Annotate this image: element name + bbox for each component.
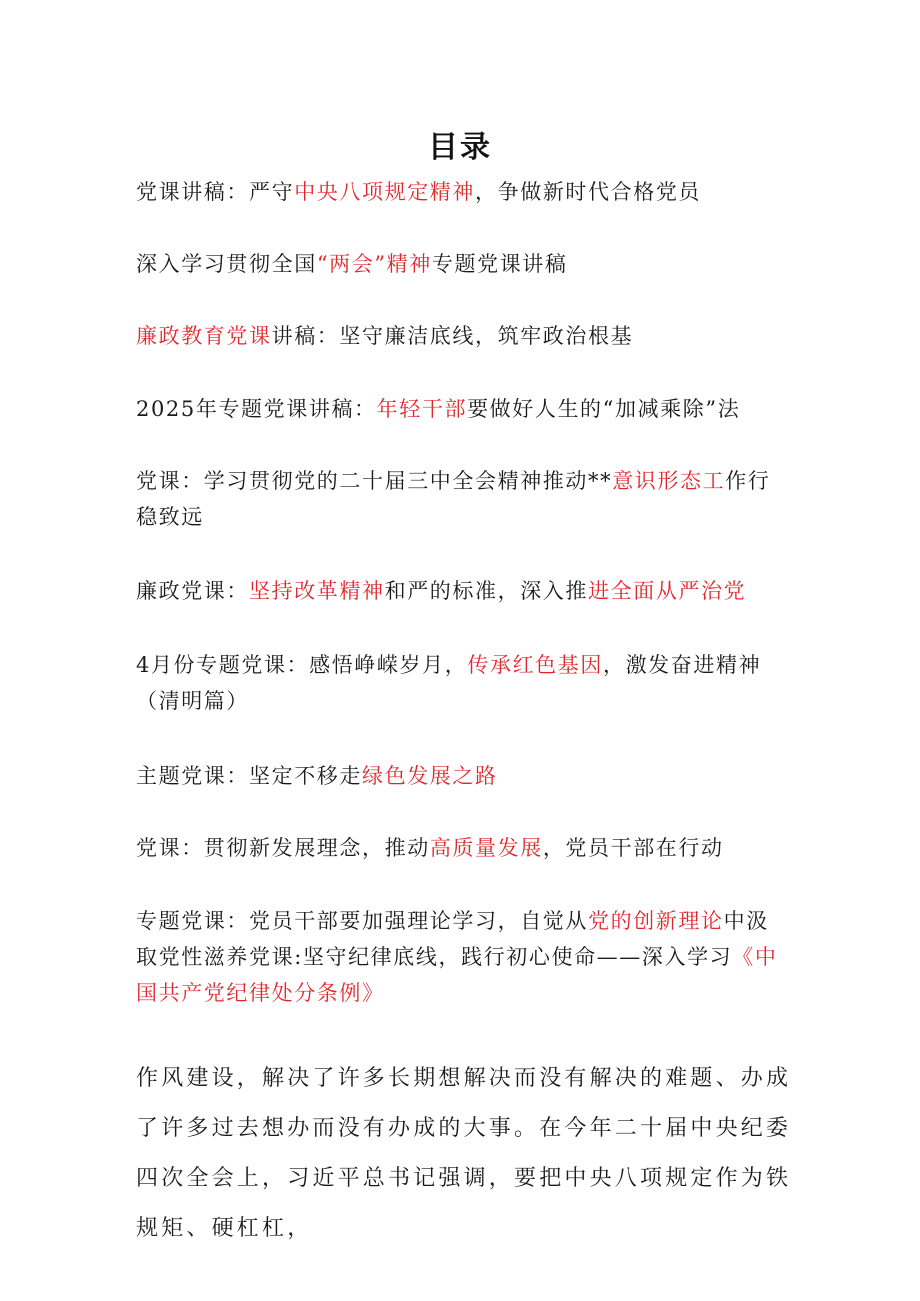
toc-highlight-text: 传承红色基因 [467,653,603,677]
toc-text: ，激发奋进精神（清明篇） [136,653,762,713]
toc-text: 党课：贯彻新发展理念，推动 [136,836,430,860]
toc-highlight-text: 高质量发展 [429,836,543,860]
toc-text: 4月份专题党课：感悟峥嵘岁月， [136,653,468,677]
toc-entry[interactable] [136,830,788,866]
toc-text: 党课：学习贯彻党的二十届三中全会精神推动** [136,469,613,493]
toc-highlight-text: “两会”精神 [316,252,432,276]
toc-text: 讲稿：坚守廉洁底线，筑牢政治根基 [271,324,634,348]
toc-highlight-text: 意识形态工 [612,469,726,493]
toc-entry[interactable] [136,174,788,210]
toc-text: 作行稳致远 [136,469,771,529]
toc-text: 党课讲稿：严守 [136,180,295,204]
toc-text: ，党员干部在行动 [542,836,724,860]
toc-text: ，争做新时代合格党员 [475,180,702,204]
toc-text: 主题党课：坚定不移走 [136,764,362,788]
toc-text: 廉政党课： [136,579,249,603]
toc-text: 专题党课：党员干部要加强理论学习，自觉从 [136,909,588,933]
toc-entry[interactable] [136,647,788,719]
toc-entry[interactable] [136,318,788,354]
page-title: 目录 [428,130,492,165]
toc-text: 深入学习贯彻全国 [136,252,317,276]
toc-text: 2025年专题党课讲稿： [136,397,377,421]
toc-text: 中汲取党性滋养党课:坚守纪律底线，践行初心使命——深入学习 [136,909,769,969]
toc-entry[interactable] [136,463,788,535]
toc-highlight-text: 廉政教育党课 [136,324,272,348]
toc-entry[interactable] [136,758,788,794]
toc-highlight-text: 进全面从严治党 [588,579,747,603]
toc-highlight-text: 年轻干部 [376,397,468,421]
body-paragraph: 作风建设，解决了许多长期想解决而没有解决的难题、办成了许多过去想办而没有办成的大事。在今年二十届中央纪委四次全会上，习近平总书记强调，要把中央八项规定作为铁规矩、硬杠杠， [136,1066,792,1241]
toc-highlight-text: 绿色发展之路 [362,764,498,788]
toc-entry[interactable] [136,573,788,609]
toc-highlight-text: 中央八项规定精神 [294,180,476,204]
toc-entry[interactable] [136,246,788,282]
toc-text: 和严的标准，深入推 [384,579,589,603]
toc-entry[interactable] [136,903,788,1011]
toc-entry[interactable] [136,391,788,427]
toc-highlight-text: 党的创新理论 [588,909,724,933]
toc-text: 专题党课讲稿 [431,252,568,276]
toc-highlight-text: 《中国共产党纪律处分条例》 [136,945,778,1005]
toc-highlight-text: 坚持改革精神 [249,579,385,603]
toc-text: 要做好人生的“加减乘除”法 [467,397,741,421]
